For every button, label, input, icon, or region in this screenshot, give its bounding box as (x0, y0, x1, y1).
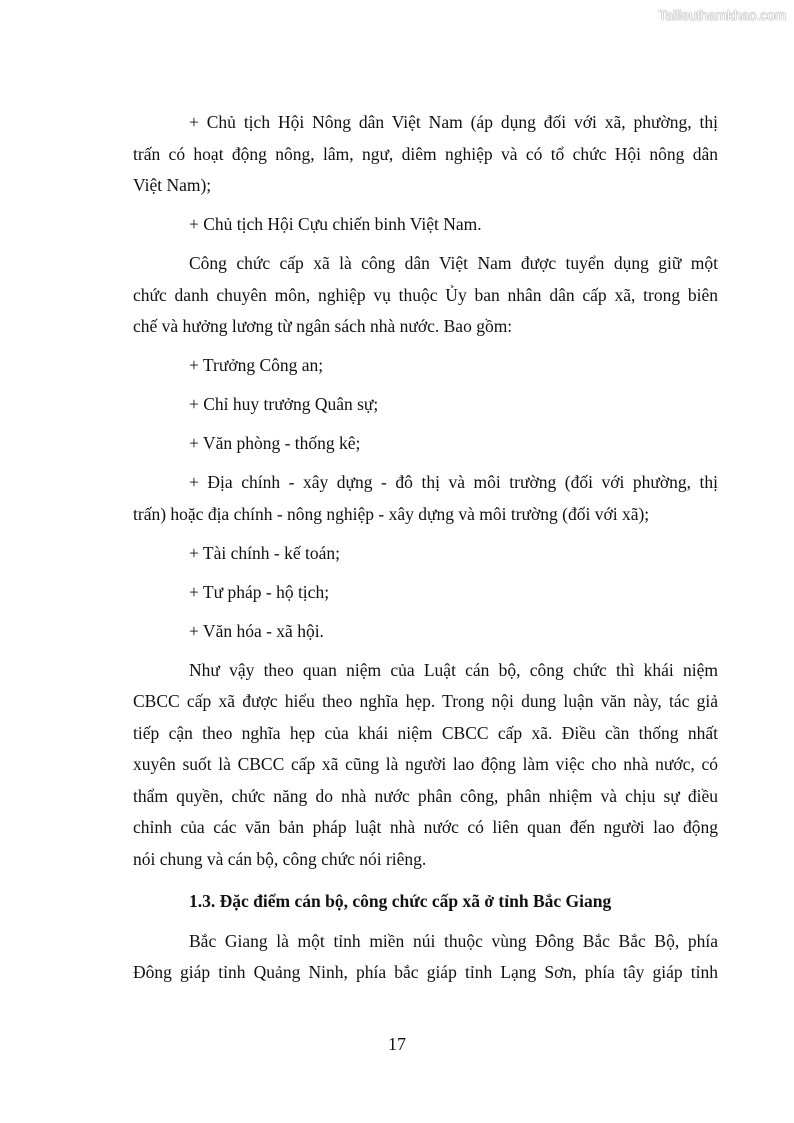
text-line: Công chức cấp xã là công dân Việt Nam được tuyển dụng giữ một (189, 253, 718, 273)
text-line: Đông giáp tỉnh Quảng Ninh, phía bắc giáp tỉnh Lạng Sơn, phía tây giáp tỉnh (133, 962, 718, 982)
section-heading: 1.3. Đặc điểm cán bộ, công chức cấp xã ở tỉnh Bắc Giang (189, 891, 612, 911)
text-line: Bắc Giang là một tỉnh miền núi thuộc vùng Đông Bắc Bắc Bộ, phía (189, 930, 718, 951)
text-line: chức danh chuyên môn, nghiệp vụ thuộc Ủy ban nhân dân cấp xã, trong biên (133, 284, 718, 305)
text-line: + Tư pháp - hộ tịch; (189, 581, 330, 602)
text-line: trấn) hoặc địa chính - nông nghiệp - xây dựng và môi trường (đối với xã); (133, 503, 650, 524)
document-body (133, 107, 718, 989)
page-number: 17 (388, 1034, 406, 1054)
text-line: + Địa chính - xây dựng - đô thị và môi trường (đối với phường, thị (189, 472, 718, 492)
text-line: + Văn phòng - thống kê; (189, 433, 361, 453)
text-line: Như vậy theo quan niệm của Luật cán bộ, công chức thì khái niệm (189, 659, 718, 680)
text-line: chỉnh của các văn bản pháp luật nhà nước có liên quan đến người lao động (133, 817, 718, 837)
text-line: nói chung và cán bộ, công chức nói riêng. (133, 848, 427, 869)
text-line: Việt Nam); (133, 175, 212, 195)
text-line: + Tài chính - kế toán; (189, 542, 340, 563)
text-line: + Trưởng Công an; (189, 355, 324, 375)
text-line: CBCC cấp xã được hiểu theo nghĩa hẹp. Trong nội dung luận văn này, tác giả (133, 691, 718, 711)
text-line: xuyên suốt là CBCC cấp xã cũng là người lao động làm việc cho nhà nước, có (133, 754, 718, 774)
text-line: tiếp cận theo nghĩa hẹp của khái niệm CBCC cấp xã. Điều cần thống nhất (133, 722, 718, 743)
text-line: chế và hưởng lương từ ngân sách nhà nước. Bao gồm: (133, 316, 513, 336)
text-line: + Chỉ huy trưởng Quân sự; (189, 394, 379, 414)
watermark: Tailieuthamkhao.com (658, 7, 786, 23)
text-line: + Văn hóa - xã hội. (189, 620, 324, 641)
text-line: trấn có hoạt động nông, lâm, ngư, diêm nghiệp và có tổ chức Hội nông dân (133, 143, 718, 164)
text-line: thẩm quyền, chức năng do nhà nước phân công, phân nhiệm và chịu sự điều (133, 785, 718, 806)
text-line: + Chủ tịch Hội Nông dân Việt Nam (áp dụng đối với xã, phường, thị (189, 112, 718, 132)
text-line: + Chủ tịch Hội Cựu chiến binh Việt Nam. (189, 214, 482, 234)
